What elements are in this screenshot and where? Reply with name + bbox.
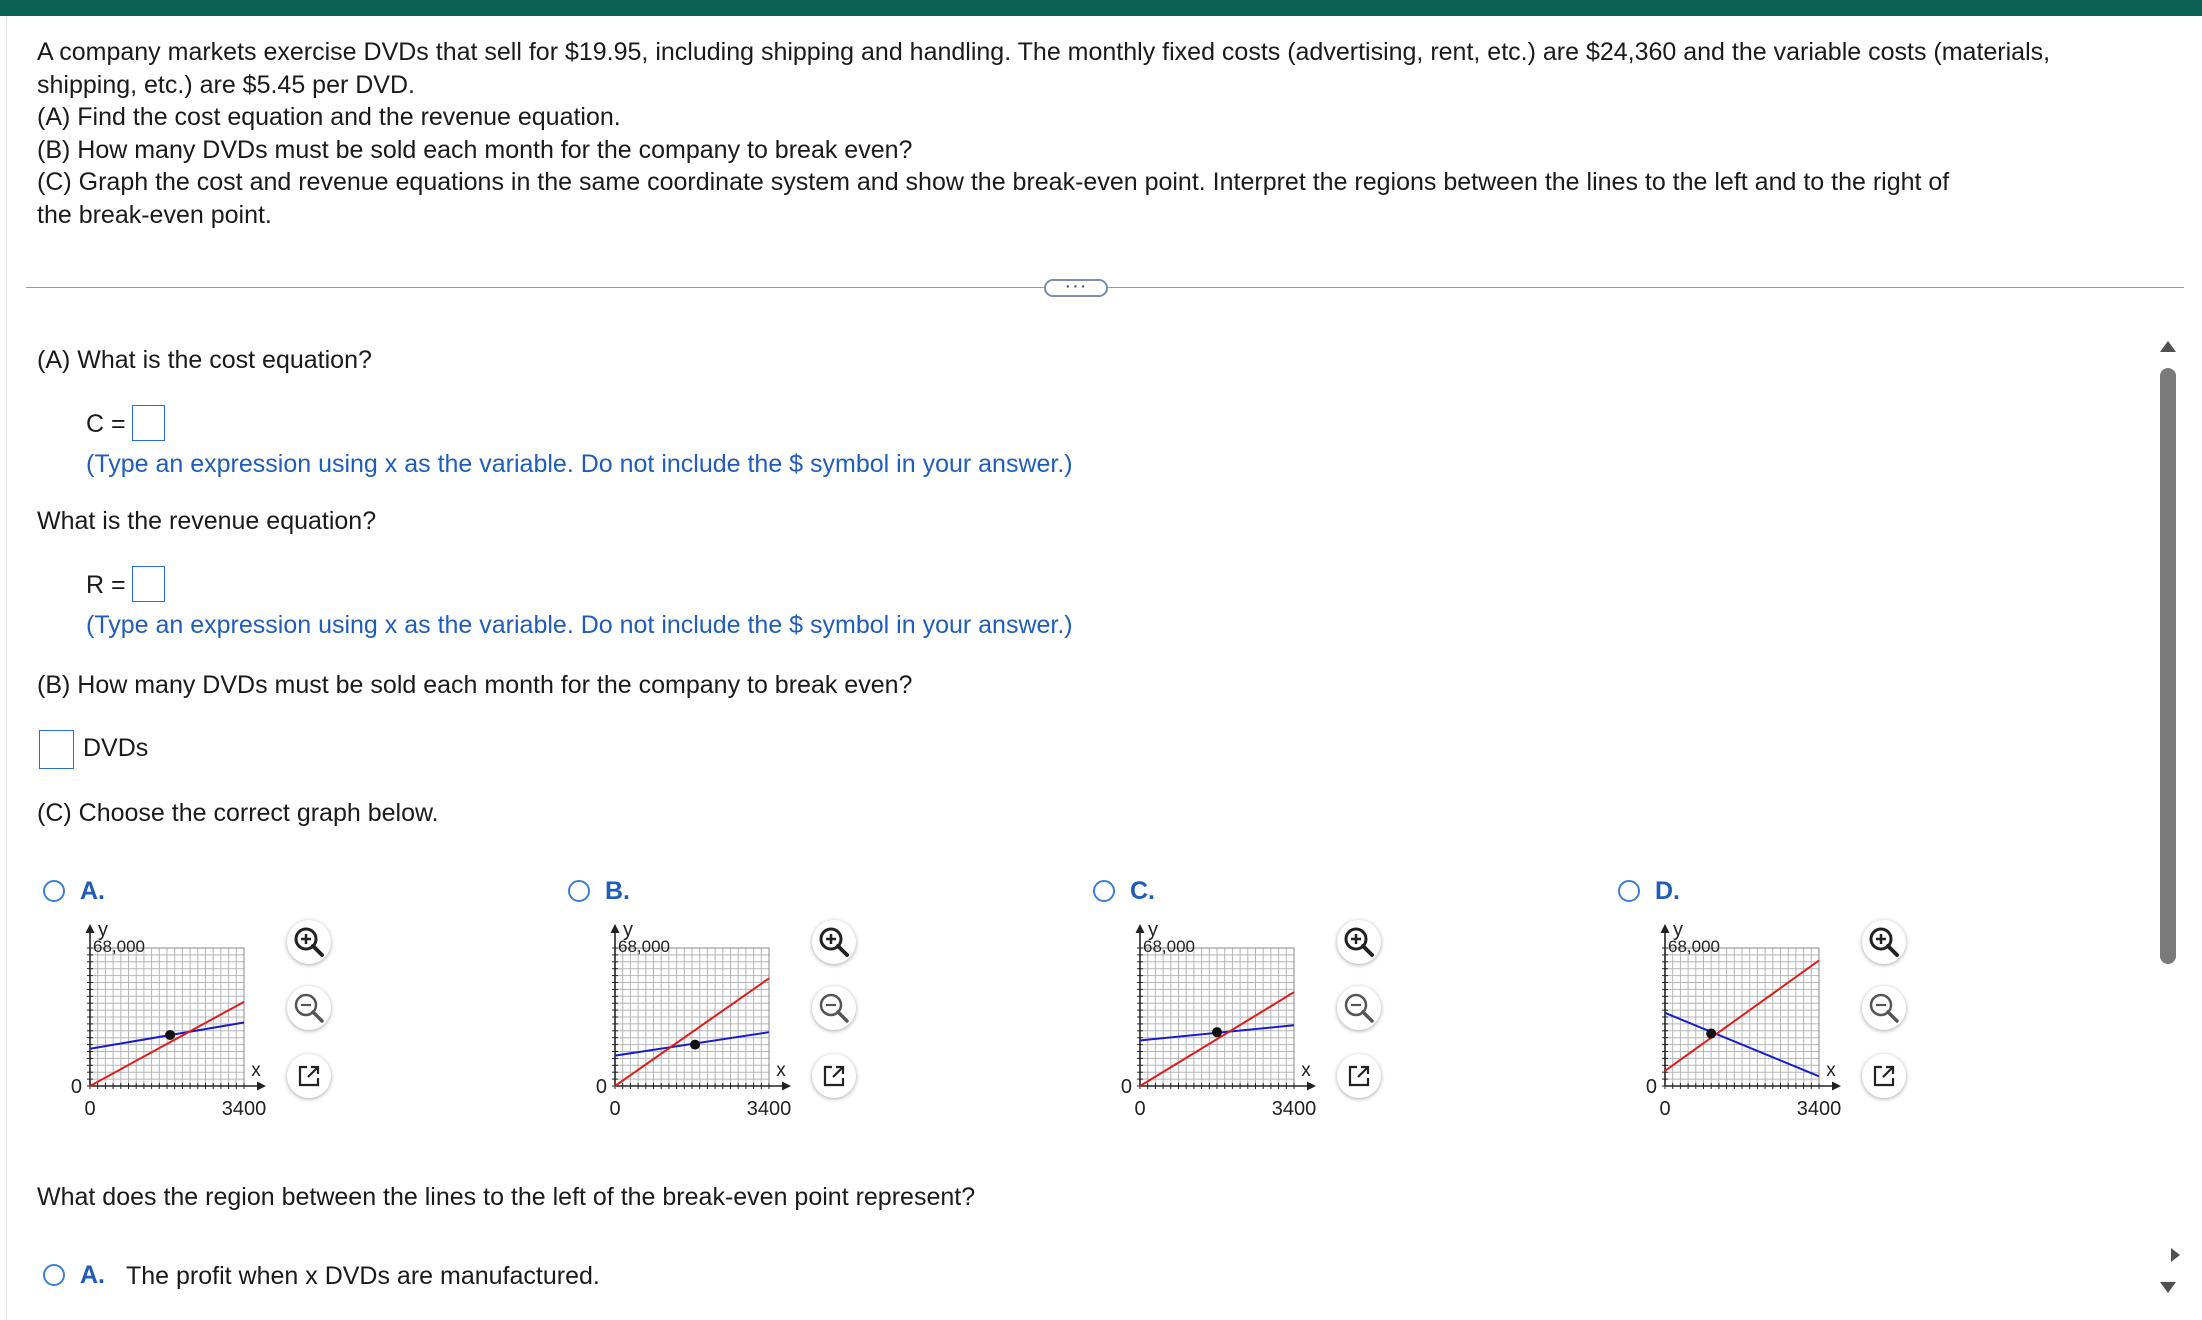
graph-option-a-letter: A. xyxy=(80,877,105,905)
problem-line-1: A company markets exercise DVDs that sell for $19.95, including shipping and handling. The monthly fixed costs (advertising, rent, etc.) are $24,360 and the variable costs (materials, xyxy=(37,38,2051,66)
problem-statement xyxy=(37,36,2147,231)
revenue-label: R = xyxy=(86,571,126,599)
zoom-out-icon xyxy=(1862,986,1906,1030)
graph-option-a-radio[interactable] xyxy=(43,880,65,902)
option-b-zoom-in-button[interactable] xyxy=(812,920,856,964)
option-d-zoom-in-button[interactable] xyxy=(1862,920,1906,964)
option-b-zoom-out-button[interactable] xyxy=(812,986,856,1030)
zoom-in-icon xyxy=(1862,920,1906,964)
x-max-label: 3400 xyxy=(1796,1098,1842,1120)
graph-option-d-radio[interactable] xyxy=(1618,880,1640,902)
y-axis-arrow xyxy=(611,924,620,933)
option-c-open-button[interactable] xyxy=(1337,1054,1381,1098)
zoom-out-icon xyxy=(1337,986,1381,1030)
x-origin-label: 0 xyxy=(1134,1098,1146,1120)
y-origin-label: 0 xyxy=(70,1076,82,1098)
graph-option-a xyxy=(66,918,286,1118)
x-axis-label: x xyxy=(1301,1060,1311,1081)
y-origin-label: 0 xyxy=(1120,1076,1132,1098)
y-axis-label: y xyxy=(98,919,108,941)
y-max-label: 68,000 xyxy=(1668,937,1720,956)
graph-option-c xyxy=(1116,918,1336,1118)
option-c-zoom-out-button[interactable] xyxy=(1337,986,1381,1030)
external-link-icon xyxy=(812,1054,856,1098)
cost-hint: (Type an expression using x as the variable. Do not include the $ symbol in your answer.) xyxy=(86,450,1073,478)
zoom-in-icon xyxy=(1337,920,1381,964)
x-axis-label: x xyxy=(776,1060,786,1081)
scroll-up-icon[interactable] xyxy=(2160,341,2176,352)
option-c-zoom-in-button[interactable] xyxy=(1337,920,1381,964)
break-even-point xyxy=(1212,1027,1222,1037)
x-axis-arrow xyxy=(1307,1082,1316,1091)
y-axis-label: y xyxy=(623,919,633,941)
option-d-zoom-out-button[interactable] xyxy=(1862,986,1906,1030)
y-axis-arrow xyxy=(1136,924,1145,933)
break-even-point xyxy=(690,1040,700,1050)
graph-option-b xyxy=(591,918,811,1118)
left-border xyxy=(6,16,7,1320)
revenue-question: What is the revenue equation? xyxy=(37,507,377,535)
y-max-label: 68,000 xyxy=(1143,937,1195,956)
x-origin-label: 0 xyxy=(1659,1098,1671,1120)
option-d-open-button[interactable] xyxy=(1862,1054,1906,1098)
zoom-in-icon xyxy=(287,920,331,964)
cost-label: C = xyxy=(86,410,126,438)
external-link-icon xyxy=(287,1054,331,1098)
zoom-out-icon xyxy=(812,986,856,1030)
x-axis-arrow xyxy=(782,1082,791,1091)
zoom-out-icon xyxy=(287,986,331,1030)
graph-question: (C) Choose the correct graph below. xyxy=(37,799,439,827)
x-max-label: 3400 xyxy=(1271,1098,1317,1120)
problem-line-6: the break-even point. xyxy=(37,200,272,229)
y-origin-label: 0 xyxy=(595,1076,607,1098)
graph-option-c-radio[interactable] xyxy=(1093,880,1115,902)
revenue-answer-input[interactable] xyxy=(132,566,165,602)
y-max-label: 68,000 xyxy=(618,937,670,956)
x-origin-label: 0 xyxy=(609,1098,621,1120)
breakeven-answer-input[interactable] xyxy=(39,730,74,769)
x-axis-arrow xyxy=(1832,1082,1841,1091)
y-axis-arrow xyxy=(86,924,95,933)
x-origin-label: 0 xyxy=(84,1098,96,1120)
external-link-icon xyxy=(1337,1054,1381,1098)
option-a-zoom-out-button[interactable] xyxy=(287,986,331,1030)
option-b-open-button[interactable] xyxy=(812,1054,856,1098)
break-even-point xyxy=(1706,1029,1716,1039)
zoom-in-icon xyxy=(812,920,856,964)
interpret-option-a-letter: A. xyxy=(80,1261,105,1289)
cost-answer-input[interactable] xyxy=(132,405,165,441)
x-axis-arrow xyxy=(257,1082,266,1091)
x-axis-label: x xyxy=(251,1060,261,1081)
y-max-label: 68,000 xyxy=(93,937,145,956)
problem-line-2: shipping, etc.) are $5.45 per DVD. xyxy=(37,70,415,99)
problem-line-5: (C) Graph the cost and revenue equations in the same coordinate system and show the break-even point. Interpret the regions between the lines to the left and to the right of xyxy=(37,168,1950,196)
graph-option-c-letter: C. xyxy=(1130,877,1155,905)
graph-option-b-radio[interactable] xyxy=(568,880,590,902)
scrollbar-thumb[interactable] xyxy=(2160,368,2176,964)
x-max-label: 3400 xyxy=(221,1098,267,1120)
option-a-zoom-in-button[interactable] xyxy=(287,920,331,964)
external-link-icon xyxy=(1862,1054,1906,1098)
graph-option-d-letter: D. xyxy=(1655,877,1680,905)
x-max-label: 3400 xyxy=(746,1098,792,1120)
y-axis-label: y xyxy=(1673,919,1683,941)
problem-line-3: (A) Find the cost equation and the revenue equation. xyxy=(37,103,621,131)
graph-option-b-letter: B. xyxy=(605,877,630,905)
revenue-hint: (Type an expression using x as the variable. Do not include the $ symbol in your answer.) xyxy=(86,611,1073,639)
scroll-right-icon xyxy=(2171,1248,2180,1262)
graph-option-d xyxy=(1641,918,1861,1118)
interpret-question: What does the region between the lines to the left of the break-even point represent? xyxy=(37,1183,976,1211)
breakeven-question: (B) How many DVDs must be sold each month for the company to break even? xyxy=(37,671,913,699)
cost-question: (A) What is the cost equation? xyxy=(37,346,372,374)
y-axis-label: y xyxy=(1148,919,1158,941)
interpret-option-a-text[interactable]: The profit when x DVDs are manufactured. xyxy=(126,1262,600,1290)
break-even-point xyxy=(165,1030,175,1040)
y-axis-arrow xyxy=(1661,924,1670,933)
x-axis-label: x xyxy=(1826,1060,1836,1081)
expand-more-button[interactable]: ··· xyxy=(1044,279,1108,297)
breakeven-unit: DVDs xyxy=(83,734,149,762)
option-a-open-button[interactable] xyxy=(287,1054,331,1098)
problem-line-4: (B) How many DVDs must be sold each month for the company to break even? xyxy=(37,135,913,164)
interpret-option-a-radio[interactable] xyxy=(43,1264,65,1286)
y-origin-label: 0 xyxy=(1645,1076,1657,1098)
scroll-down-icon[interactable] xyxy=(2160,1282,2176,1293)
top-header-bar xyxy=(0,0,2202,16)
